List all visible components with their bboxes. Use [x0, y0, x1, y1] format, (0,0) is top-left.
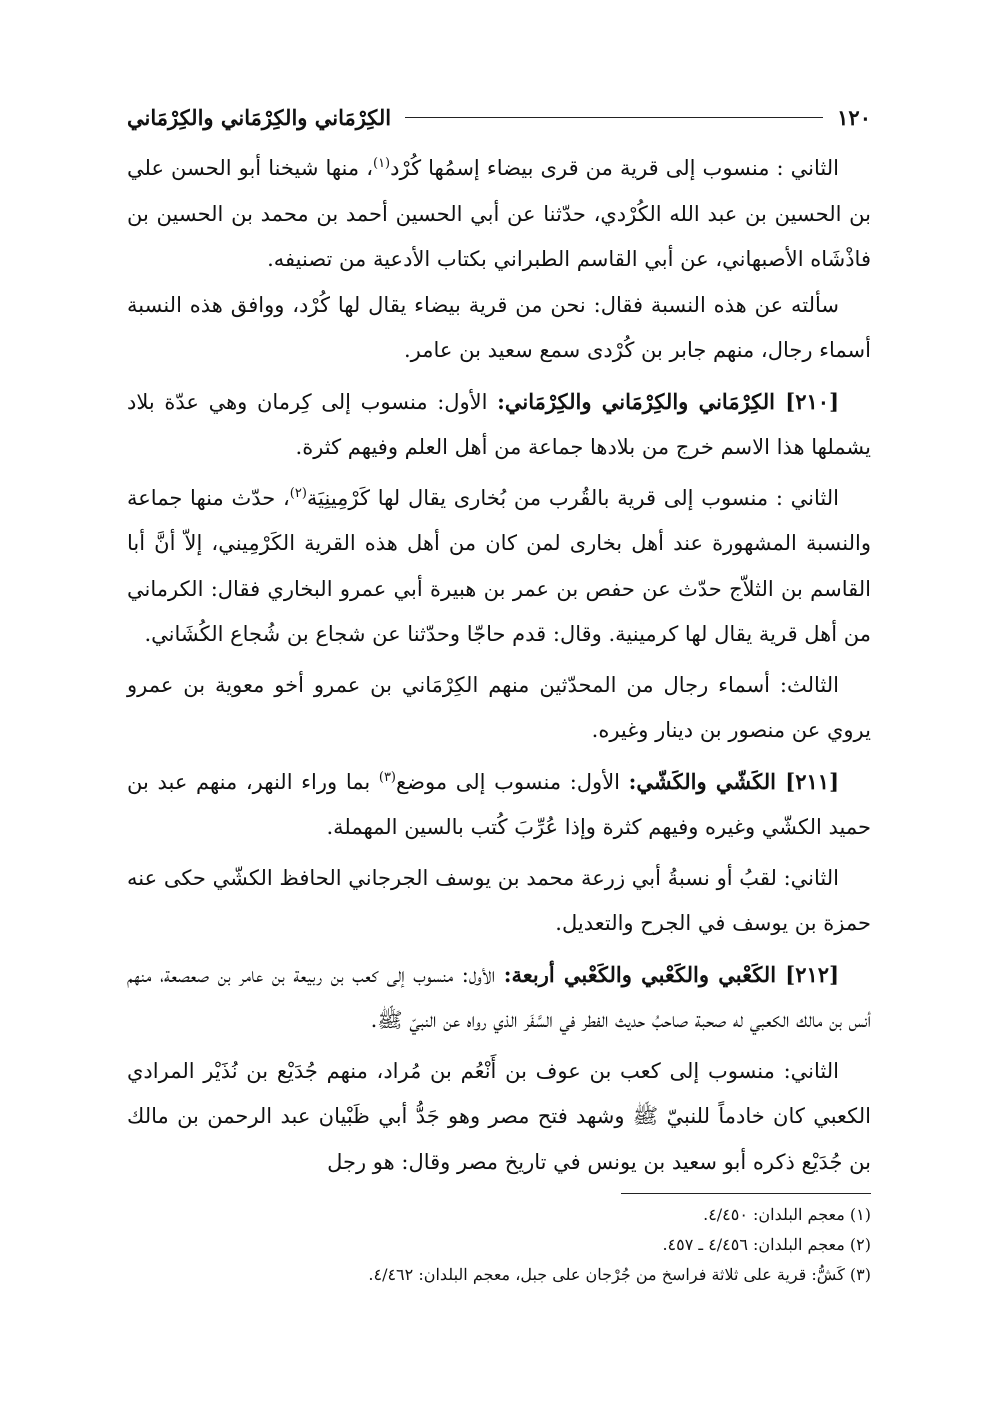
- footnote-ref-2[interactable]: (٢): [289, 485, 307, 501]
- footnote-ref-3[interactable]: (٣): [378, 769, 396, 785]
- footnote-separator: [621, 1193, 871, 1194]
- header-rule: [405, 117, 823, 118]
- paragraph-kabi-second: الثاني: منسوب إلى كعب بن عوف بن أَنْعُم بن مُراد، منهم جُدَيْع بن نُذَيْر المرادي الكعبي كان خادماً للنبيّ ﷺ وشهد فتح مصر وهو جَدُّ أبي ظَبْيان عبد الرحمن بن مالك بن جُدَيْع ذكره أبو سعيد بن يونس في تاريخ مصر وقال: هو رجل: [127, 1058, 871, 1174]
- footnote-ref-1[interactable]: (١): [372, 156, 391, 171]
- entry-text-211-cont: بما وراء النهر، منهم عبد بن حميد الكشّي وغيره وفيهم كثرة وإذا عُرِّبَ كُتب بالسين المهملة.: [127, 769, 871, 839]
- footnote-1: (١) معجم البلدان: ٤/٤٥٠.: [703, 1205, 871, 1224]
- entry-210: [127, 379, 871, 471]
- entry-text-211: الأول: منسوب إلى موضع: [396, 769, 621, 794]
- paragraph-third-kirmani: الثالث: أسماء رجال من المحدّثين منهم الكِرْمَاني بن عمرو أخو معوية بن عمرو يروي عن منصور بن دينار وغيره.: [127, 672, 871, 742]
- entry-211: [127, 759, 871, 851]
- footnote-2: (٢) معجم البلدان: ٤/٤٥٦ ـ ٤٥٧.: [662, 1235, 871, 1254]
- entry-heading-212: [٢١٢] الكَعْبي والكَعْبي والكَعْبي أربعة:: [503, 961, 839, 987]
- running-title: الكِرْمَاني والكِرْمَاني والكِرْمَاني: [127, 104, 392, 130]
- main-text: [127, 146, 871, 1185]
- paragraph-kashshi-second: الثاني: لقبُ أو نسبةُ أبي زرعة محمد بن يوسف الجرجاني الحافظ الكشّي حكى عنه حمزة بن يوسف في الجرح والتعديل.: [127, 865, 871, 935]
- entry-heading-210: [٢١٠] الكِرْمَاني والكِرْمَاني والكِرْمَاني:: [497, 388, 839, 414]
- paragraph-karmini: [127, 476, 871, 658]
- footnote-3: (٣) كَشُّ: قرية على ثلاثة فراسخ من جُرْجان على جبل، معجم البلدان: ٤/٤٦٢.: [368, 1265, 871, 1284]
- paragraph-kurd-nisba: سألته عن هذه النسبة فقال: نحن من قرية بيضاء يقال لها كُرْد، ووافق هذه النسبة أسماء رجال، منهم جابر بن كُرْدى سمع سعيد بن عامر.: [127, 292, 871, 362]
- entry-text-210: الأول: منسوب إلى كِرمان وهي عدّة بلاد يشملها هذا الاسم خرج من بلادها جماعة من أهل العلم وفيهم كثرة.: [127, 389, 871, 459]
- paragraph-text: الثاني : منسوب إلى قرية بالقُرب من بُخارى يقال لها كَرْمِينِيَة: [306, 485, 839, 510]
- entry-212: [127, 952, 871, 1044]
- paragraph-text: ، منها شيخنا أبو الحسن علي بن الحسين بن عبد الله الكُرْدي، حدّثنا عن أبي الحسين أحمد بن محمد بن الحسين بن فاذْشَاه الأصبهاني، عن أبي القاسم الطبراني بكتاب الأدعية من تصنيفه.: [127, 156, 871, 271]
- paragraph-kurdi: [127, 146, 871, 283]
- entry-heading-211: [٢١١] الكَشّي والكَشّي:: [628, 768, 839, 794]
- page-number: ١٢٠: [837, 104, 871, 130]
- paragraph-text: الثاني : منسوب إلى قرية من قرى بيضاء إسمُها كُرْد: [390, 156, 839, 180]
- entry-text-212: الأول: منسوب إلى كعب بن ربيعة بن عامر بن صعصعة، منهم أنس بن مالك الكعبي له صحبة صاحبُ حديث الفطر في السَّفَر الذي رواه عن النبيّ ﷺ.: [127, 962, 871, 1032]
- running-header: [127, 100, 871, 134]
- paragraph-text: ، حدّث منها جماعة والنسبة المشهورة عند أهل بخارى لمن كان من أهل هذه القرية الكَرْمِيني، إلاّ أنَّ أبا القاسم بن الثلاّج حدّث عن حفص بن عمر بن هبيرة أبي عمرو البخاري فقال: الكرماني من أهل قرية يقال لها كرمينية. وقال: قدم حاجّا وحدّثنا عن شجاع بن شُجاع الكُشَاني.: [127, 485, 871, 646]
- footnotes: [127, 1200, 871, 1290]
